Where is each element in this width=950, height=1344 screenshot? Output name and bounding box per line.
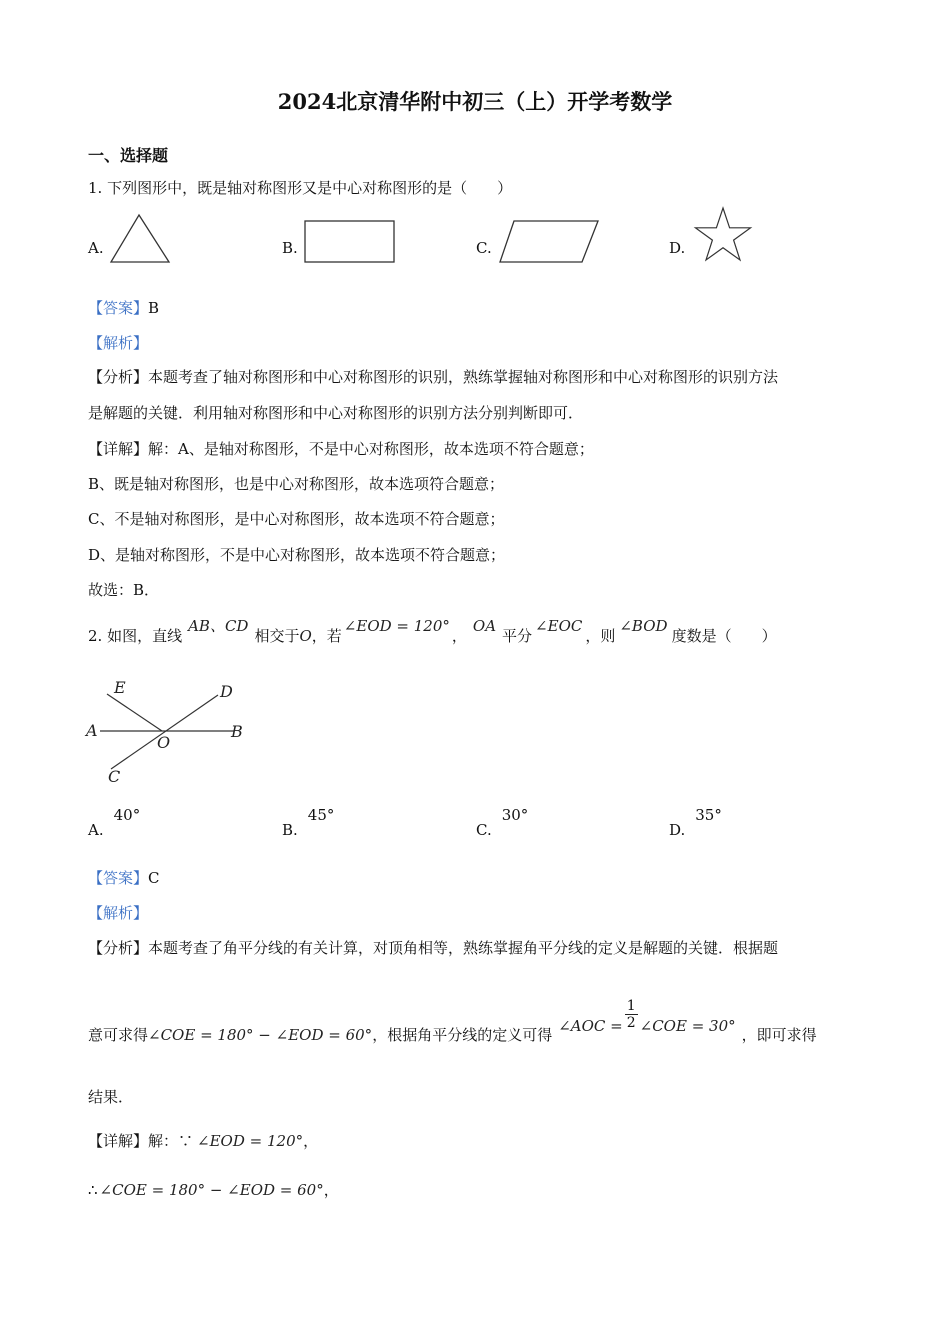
option-label: D. — [669, 821, 686, 839]
label-b: B — [231, 722, 243, 741]
option-label: B. — [282, 821, 298, 839]
q1-stem: 1. 下列图形中，既是轴对称图形又是中心对称图形的是（ ） — [88, 179, 513, 197]
math-lines-ab-cd: AB、CD — [188, 617, 249, 635]
fenxi-text: ，即可求得 — [741, 1026, 817, 1044]
math-angle-eod: ∠EOD = 120° — [343, 617, 450, 635]
math-angle-coe: ∠COE = 180° − ∠EOD = 60° — [99, 1181, 324, 1199]
label-c: C — [108, 767, 121, 786]
star-icon — [692, 205, 754, 267]
q1-conclusion: 故选：B． — [88, 581, 160, 599]
fenxi-text: ，根据角平分线的定义可得 — [372, 1026, 553, 1044]
math-aoc-left: ∠AOC = — [558, 1016, 623, 1035]
q2-fenxi-line-3: 结果． — [88, 1088, 134, 1106]
option-value: 35° — [695, 806, 722, 824]
q2-detail-line-2 — [88, 1180, 339, 1200]
fenxi-tag: 【分析】 — [88, 939, 149, 957]
q1-option-c-label: C. — [476, 239, 492, 257]
math-angle-bod: ∠BOD — [619, 617, 668, 635]
fraction-denominator: 2 — [626, 1015, 636, 1031]
q2-fenxi-line-1 — [88, 938, 778, 958]
q1-fenxi-line-2: 是解题的关键．利用轴对称图形和中心对称图形的识别方法分别判断即可． — [88, 404, 584, 422]
math-oa: OA — [472, 617, 497, 635]
label-e: E — [114, 678, 126, 697]
math-aoc-expression — [558, 998, 736, 1035]
option-label: C. — [476, 821, 492, 839]
answer-tag: 【答案】 — [88, 869, 149, 887]
fenxi-text: 意可求得 — [88, 1026, 149, 1044]
math-aoc-right: ∠COE = 30° — [639, 1016, 736, 1035]
q2-analysis-tag: 【解析】 — [88, 904, 149, 922]
q2-stem-part: 度数是（ ） — [671, 627, 777, 645]
fenxi-tag: 【分析】 — [88, 368, 149, 386]
detail-text: ， — [323, 1181, 339, 1199]
detail-text: ∴ — [88, 1181, 98, 1199]
detail-tag: 【详解】 — [88, 1132, 149, 1150]
ray-oe — [107, 694, 162, 731]
line-cd — [111, 695, 218, 769]
option-value: 30° — [501, 806, 529, 824]
label-d: D — [220, 682, 233, 701]
detail-text: ， — [303, 1132, 319, 1150]
math-angle-coe: ∠COE = 180° − ∠EOD = 60° — [148, 1026, 373, 1044]
detail-tag: 【详解】 — [88, 440, 149, 458]
fenxi-text: 本题考查了角平分线的有关计算，对顶角相等，熟练掌握角平分线的定义是解题的关键．根据题 — [148, 939, 779, 957]
intersecting-lines-figure — [84, 674, 254, 786]
q1-option-a-label: A. — [88, 239, 104, 257]
q1-detail-line-1 — [88, 439, 594, 459]
q2-option-b — [282, 806, 335, 839]
math-point-o: O — [299, 627, 312, 645]
fenxi-text: 本题考查了轴对称图形和中心对称图形的识别，熟练掌握轴对称图形和中心对称图形的识别方法 — [148, 368, 779, 386]
q2-stem-part: ，则 — [585, 627, 616, 645]
q1-option-d-label: D. — [669, 239, 686, 257]
option-label: A. — [88, 821, 104, 839]
option-value: 45° — [307, 806, 335, 824]
q1-answer — [88, 298, 159, 318]
answer-tag: 【答案】 — [88, 299, 149, 317]
triangle-icon — [108, 212, 174, 266]
q2-option-c — [476, 806, 529, 839]
math-angle-eoc: ∠EOC — [535, 617, 583, 635]
label-a: A — [86, 721, 98, 740]
q1-fenxi-line-1 — [88, 367, 778, 387]
rectangle-icon — [302, 218, 398, 266]
q1-option-b-label: B. — [282, 239, 298, 257]
section-heading: 一、选择题 — [88, 146, 169, 165]
math-angle-eod: ∠EOD = 120° — [197, 1132, 304, 1150]
q2-option-a — [88, 806, 141, 839]
q2-answer — [88, 868, 160, 888]
q2-stem — [88, 617, 777, 646]
q1-detail-line-4: D、是轴对称图形，不是中心对称图形，故本选项不符合题意； — [88, 546, 506, 564]
page-title: 2024北京清华附中初三（上）开学考数学 — [277, 89, 673, 114]
answer-value: B — [148, 299, 160, 317]
q2-stem-part: ，若 — [311, 627, 342, 645]
q2-stem-part: ， — [451, 627, 467, 645]
detail-text: 解：∵ — [148, 1132, 194, 1150]
q2-fenxi-line-2 — [88, 998, 817, 1044]
fraction-one-half — [625, 998, 638, 1031]
q1-analysis-tag: 【解析】 — [88, 334, 149, 352]
fraction-numerator: 1 — [626, 998, 636, 1014]
q2-option-d — [669, 806, 722, 839]
label-o: O — [157, 733, 171, 752]
option-value: 40° — [113, 806, 141, 824]
parallelogram-icon — [497, 218, 603, 266]
answer-value: C — [148, 869, 160, 887]
q2-stem-part: 2. 如图，直线 — [88, 627, 183, 645]
q1-detail-line-2: B、既是轴对称图形，也是中心对称图形，故本选项符合题意； — [88, 475, 505, 493]
q2-stem-part: 平分 — [502, 627, 533, 645]
q2-stem-part: 相交于 — [254, 627, 300, 645]
q2-detail-line-1 — [88, 1131, 318, 1151]
detail-text: 解：A、是轴对称图形，不是中心对称图形，故本选项不符合题意； — [148, 440, 594, 458]
q1-detail-line-3: C、不是轴对称图形，是中心对称图形，故本选项不符合题意； — [88, 510, 505, 528]
